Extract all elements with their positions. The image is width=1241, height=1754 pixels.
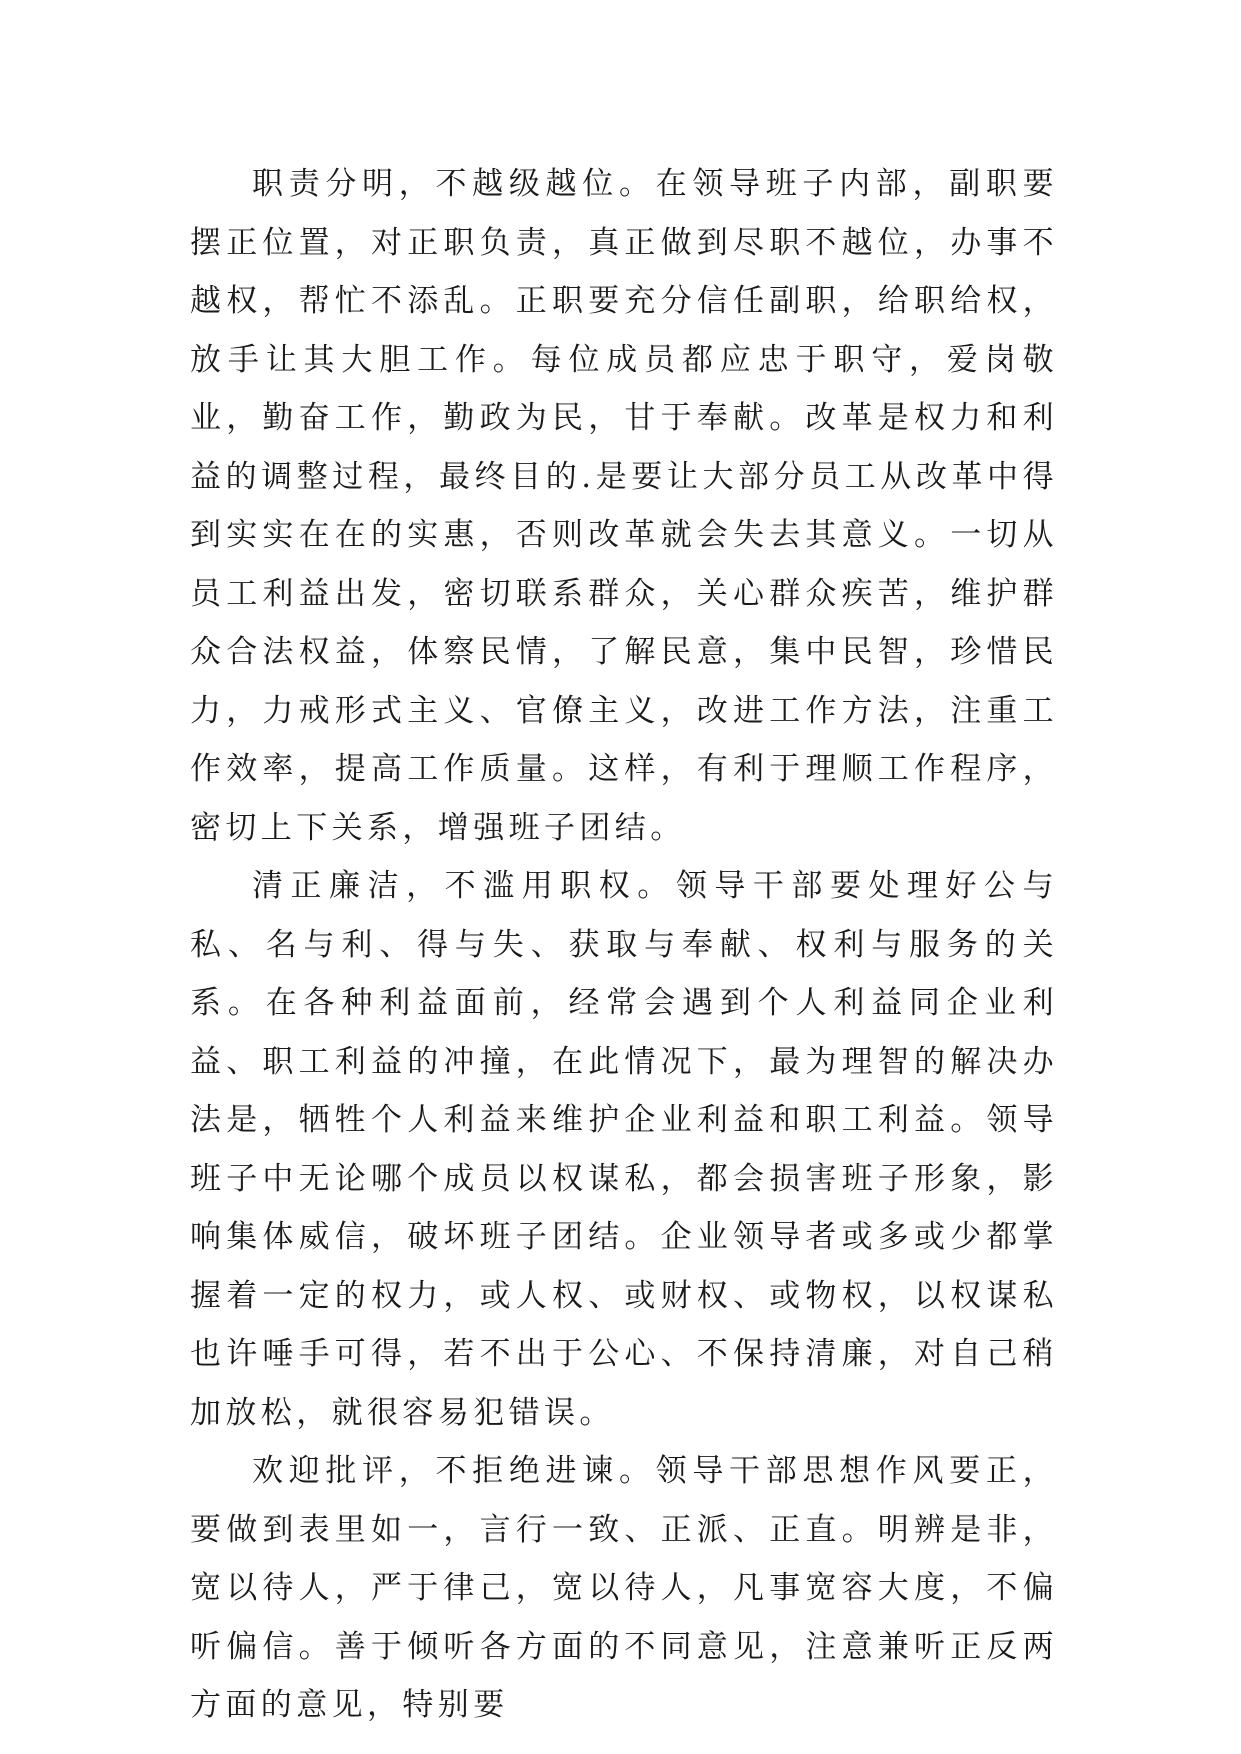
paragraph-criticism: 欢迎批评，不拒绝进谏。领导干部思想作风要正，要做到表里如一，言行一致、正派、正直。明辨是非，宽以待人，严于律己，宽以待人，凡事宽容大度，不偏听偏信。善于倾听各方面的不同意见，注意兼听正反两方面的意见，特别要 <box>190 1453 1058 1723</box>
paragraph-responsibility: 职责分明，不越级越位。在领导班子内部，副职要摆正位置，对正职负责，真正做到尽职不越位，办事不越权，帮忙不添乱。正职要充分信任副职，给职给权，放手让其大胆工作。每位成员都应忠于职守，爱岗敬业，勤奋工作，勤政为民，甘于奉献。改革是权力和利益的调整过程，最终目的.是要让大部分员工从改革中得到实实在在的实惠，否则改革就会失去其意义。一切从员工利益出发，密切联系群众，关心群众疾苦，维护群众合法权益，体察民情，了解民意，集中民智，珍惜民力，力戒形式主义、官僚主义，改进工作方法，注重工作效率，提高工作质量。这样，有利于理顺工作程序，密切上下关系，增强班子团结。 <box>190 166 1058 846</box>
document-body <box>190 155 1058 1735</box>
paragraph-integrity: 清正廉洁，不滥用职权。领导干部要处理好公与私、名与利、得与失、获取与奉献、权利与服务的关系。在各种利益面前，经常会遇到个人利益同企业利益、职工利益的冲撞，在此情况下，最为理智的解决办法是，牺牲个人利益来维护企业利益和职工利益。领导班子中无论哪个成员以权谋私，都会损害班子形象，影响集体威信，破坏班子团结。企业领导者或多或少都掌握着一定的权力，或人权、或财权、或物权，以权谋私也许唾手可得，若不出于公心、不保持清廉，对自己稍加放松，就很容易犯错误。 <box>190 868 1058 1431</box>
